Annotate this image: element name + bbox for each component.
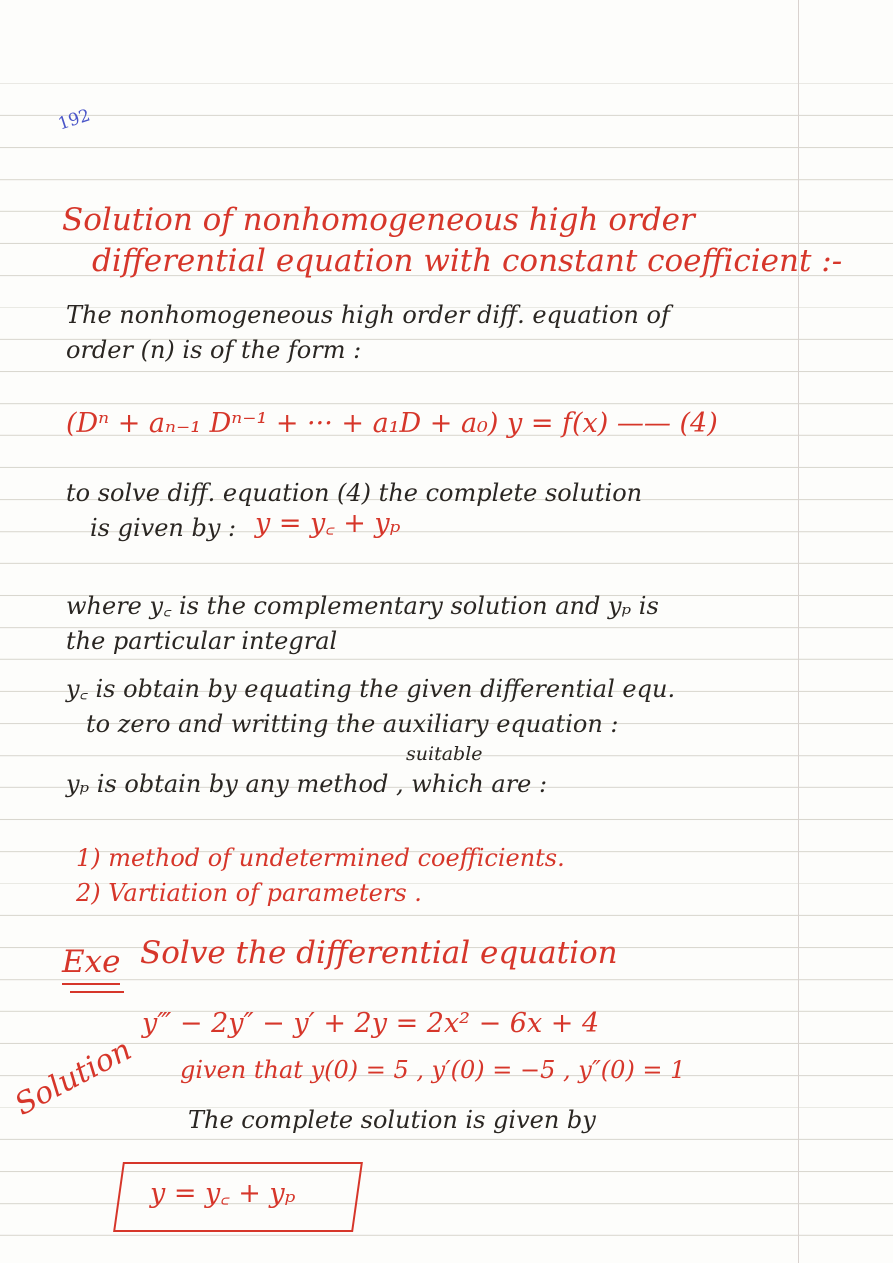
solution-text: The complete solution is given by: [188, 1106, 596, 1134]
yp-line: yₚ is obtain by any method , which are :: [66, 770, 548, 798]
yc-line-2: to zero and writting the auxiliary equation :: [86, 710, 619, 738]
example-equation: y‴ − 2y″ − y′ + 2y = 2x² − 6x + 4: [142, 1008, 600, 1039]
initial-conditions: given that y(0) = 5 , y′(0) = −5 , y″(0) = 1: [180, 1056, 686, 1084]
example-label: Exe: [62, 944, 121, 980]
where-line-1: where y꜀ is the complementary solution and yₚ is: [66, 592, 659, 620]
solve-line-1: to solve diff. equation (4) the complete solution: [66, 479, 643, 507]
heading-line-1: Solution of nonhomogeneous high order: [62, 202, 695, 238]
intro-line-1: The nonhomogeneous high order diff. equation of: [66, 301, 670, 329]
example-title: Solve the differential equation: [140, 935, 618, 971]
boxed-solution: y = y꜀ + yₚ: [150, 1178, 296, 1209]
method-item-2: 2) Vartiation of parameters .: [76, 879, 422, 907]
suitable-annotation: suitable: [406, 743, 483, 765]
example-underline-1: [62, 983, 120, 985]
solve-line-2: is given by :: [90, 514, 237, 542]
general-equation: (Dⁿ + aₙ₋₁ Dⁿ⁻¹ + ··· + a₁D + a₀) y = f(x) —— (4): [66, 408, 718, 439]
intro-line-2: order (n) is of the form :: [66, 336, 362, 364]
method-item-1: 1) method of undetermined coefficients.: [76, 844, 565, 872]
example-underline-2: [70, 991, 124, 993]
page-header-margin: [0, 0, 893, 70]
yc-line-1: y꜀ is obtain by equating the given differential equ.: [66, 675, 676, 703]
complete-solution-formula: y = y꜀ + yₚ: [255, 508, 401, 539]
page-number: 192: [55, 105, 93, 135]
solution-label: Solution: [9, 1032, 138, 1123]
heading-line-2: differential equation with constant coefficient :-: [92, 243, 843, 279]
where-line-2: the particular integral: [66, 627, 338, 655]
